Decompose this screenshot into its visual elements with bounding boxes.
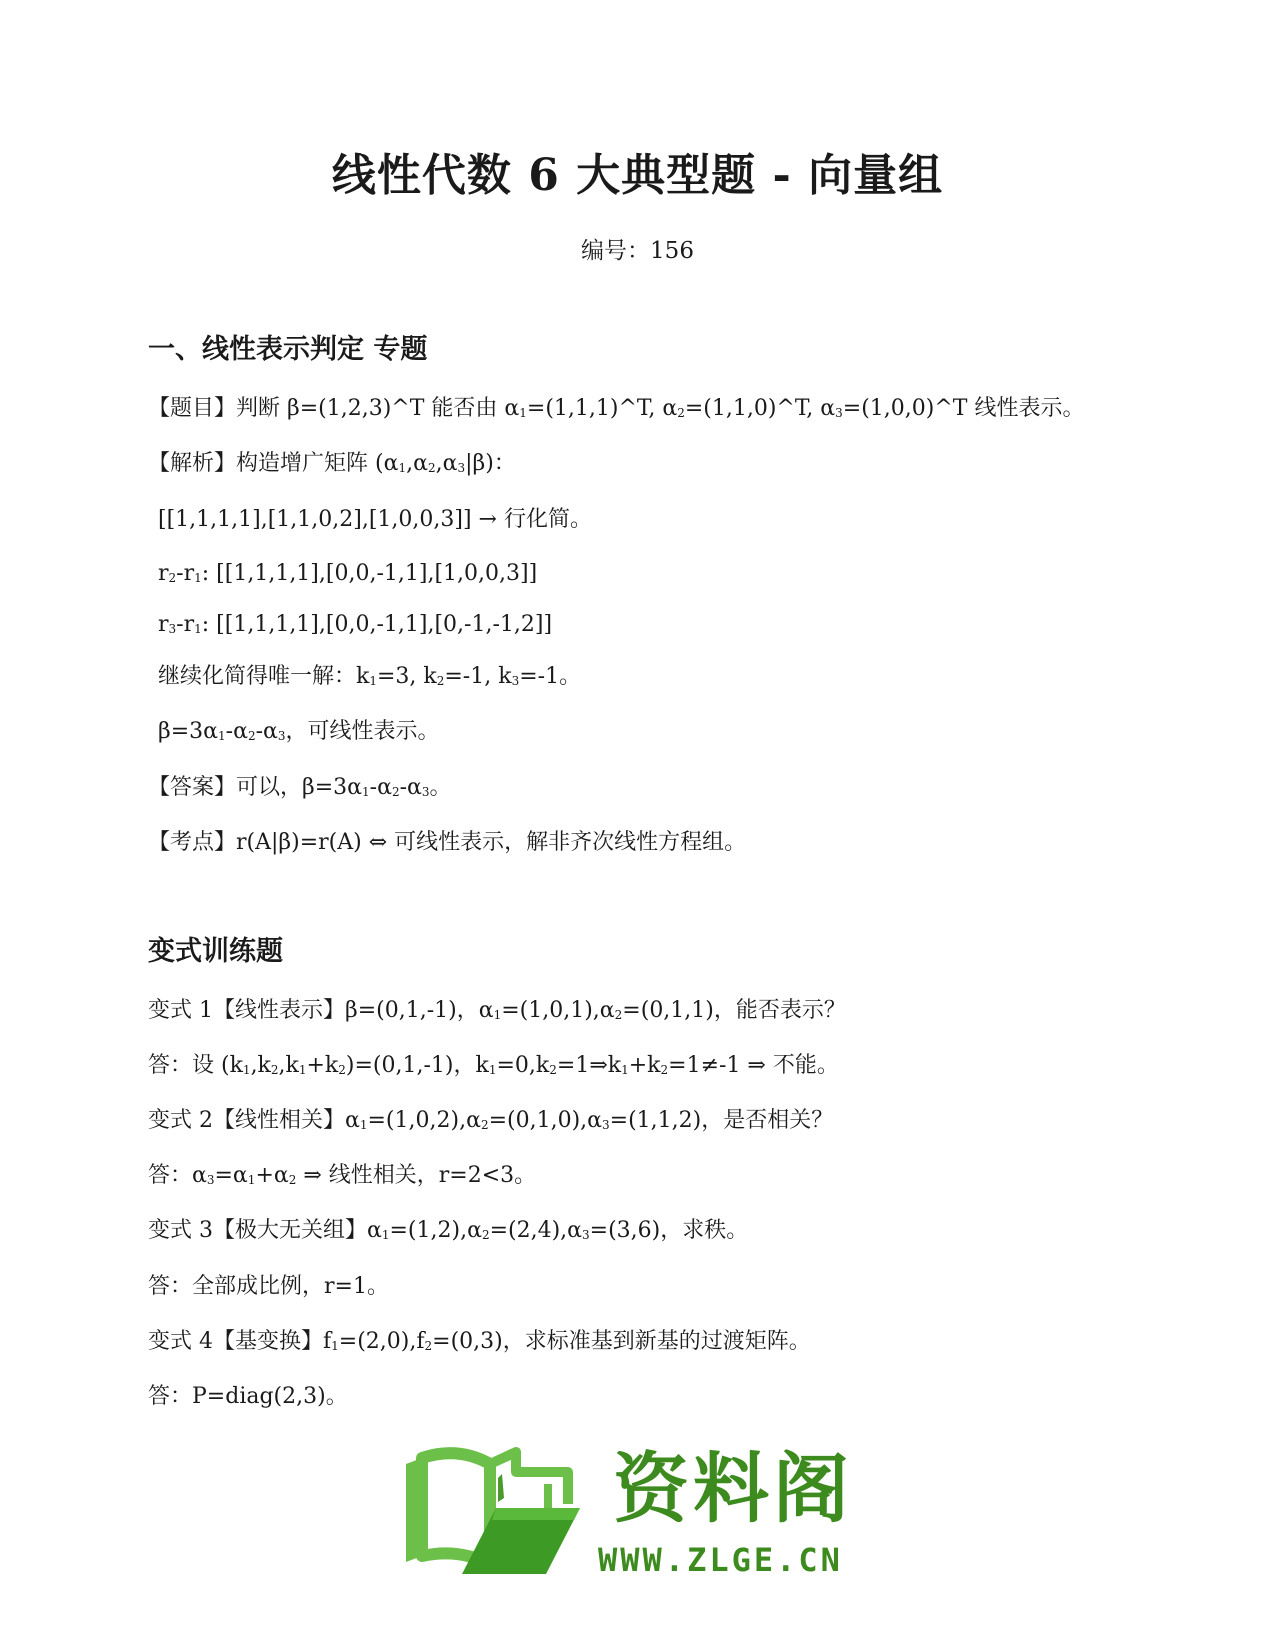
subscript: 2 [338, 1063, 346, 1077]
subscript: 1 [242, 1063, 251, 1077]
answer-text: 【答案】可以，$\beta=3\alpha_1-\alpha_2-\alpha_3$。 [148, 775, 452, 800]
variant-1-question: 变式 1【线性表示】β=(0,1,-1)，$\alpha_1=(1,0,1),\alpha_2=(0,1,1)$，能否表示？ [148, 998, 846, 1023]
subscript: 3 [421, 785, 430, 799]
conclusion-text: $\beta=3\alpha_1-\alpha_2-\alpha_3$，可线性表示。 [158, 719, 440, 744]
question-text: 【题目】判断 β=(1,2,3)^T 能否由 $\alpha_1=(1,1,1)\^{}T$, $\alpha_2=(1,1,0)\^{}T$, $\alpha_3=(1,0,0)\^{}T$ 线性表示。 [148, 396, 1085, 421]
subscript: 1 [194, 571, 202, 585]
subscript: 3 [582, 1228, 590, 1242]
subscript: 1 [218, 729, 226, 743]
serial-number: 编号：156 [581, 238, 694, 264]
variant-4-answer: 答：P=diag(2,3)。 [148, 1384, 348, 1409]
row-step-2: $r_3-r_1$: [[1,1,1,1],[0,0,-1,1],[0,-1,-1,2]] [158, 612, 553, 637]
variant-2-question: 变式 2【线性相关】$\alpha_1=(1,0,2),\alpha_2=(0,1,0),\alpha_3=(1,1,2)$，是否相关？ [148, 1108, 834, 1133]
row-step-1: $r_2-r_1$: [[1,1,1,1],[0,0,-1,1],[1,0,0,3]] [158, 561, 538, 586]
subscript: 3 [457, 461, 466, 475]
page-title: 线性代数 6 大典型题 - 向量组 [331, 150, 944, 201]
watermark-url: WWW.ZLGE.CN [598, 1541, 843, 1579]
subscript: 1 [359, 1118, 368, 1132]
subscript: 3 [511, 674, 520, 688]
book-folder-icon [398, 1444, 598, 1580]
subscript: 1 [331, 1339, 339, 1353]
subscript: 2 [391, 785, 400, 799]
subscript: 1 [519, 406, 527, 420]
subscript: 1 [493, 1008, 502, 1022]
subscript: 1 [398, 461, 407, 475]
subscript: 2 [549, 1063, 557, 1077]
subscript: 1 [369, 674, 377, 688]
variant-3-question: 变式 3【极大无关组】$\alpha_1=(1,2),\alpha_2=(2,4),\alpha_3=(3,6)$，求秩。 [148, 1218, 749, 1243]
subscript: 2 [424, 1339, 433, 1353]
subscript: 1 [194, 622, 202, 636]
subscript: 2 [436, 674, 445, 688]
keypoint-text: 【考点】r(A|β)=r(A) ⇔ 可线性表示，解非齐次线性方程组。 [148, 830, 747, 855]
solution-text: 继续化简得唯一解：$k_1=3$, $k_2=-1$, $k_3=-1$。 [158, 664, 582, 689]
variant-4-question: 变式 4【基变换】$f_1=(2,0),f_2=(0,3)$，求标准基到新基的过渡矩阵。 [148, 1329, 811, 1354]
subscript: 2 [427, 461, 436, 475]
subscript: 3 [206, 1173, 215, 1187]
subscript: 3 [602, 1118, 610, 1132]
subscript: 2 [614, 1008, 623, 1022]
variant-2-answer: 答：$\alpha_3=\alpha_1+\alpha_2$ ⇒ 线性相关，r=2<3。 [148, 1163, 537, 1188]
subscript: 1 [247, 1173, 256, 1187]
subscript: 2 [677, 406, 685, 420]
subscript: 3 [835, 406, 843, 420]
subscript: 2 [660, 1063, 669, 1077]
subscript: 2 [481, 1228, 490, 1242]
subscript: 2 [168, 571, 177, 585]
subscript: 1 [488, 1063, 497, 1077]
watermark-brand: 资料阁 [613, 1444, 853, 1533]
subscript: 1 [362, 785, 370, 799]
variant-3-answer: 答：全部成比例，r=1。 [148, 1274, 389, 1299]
section-heading-variants: 变式训练题 [148, 936, 283, 967]
subscript: 2 [247, 729, 256, 743]
analysis-text: 【解析】构造增广矩阵 $(\alpha_1,\alpha_2,\alpha_3|\beta)$： [148, 451, 516, 476]
matrix-text: [[1,1,1,1],[1,1,0,2],[1,0,0,3]] → 行化简。 [158, 507, 592, 532]
watermark [398, 1444, 878, 1584]
subscript: 3 [277, 729, 286, 743]
subscript: 1 [298, 1063, 307, 1077]
subscript: 3 [168, 622, 177, 636]
variant-1-answer: 答：设 $(k_1,k_2,k_1+k_2)=(0,1,-1)$，$k_1=0,k_2=1\Rightarrow k_1+k_2=1\ne-1$ ⇒ 不能。 [148, 1053, 839, 1078]
subscript: 1 [381, 1228, 390, 1242]
subscript: 1 [621, 1063, 629, 1077]
subscript: 2 [270, 1063, 279, 1077]
subscript: 2 [480, 1118, 489, 1132]
subscript: 2 [288, 1173, 297, 1187]
section-heading-linear-representation: 一、线性表示判定 专题 [148, 334, 428, 365]
